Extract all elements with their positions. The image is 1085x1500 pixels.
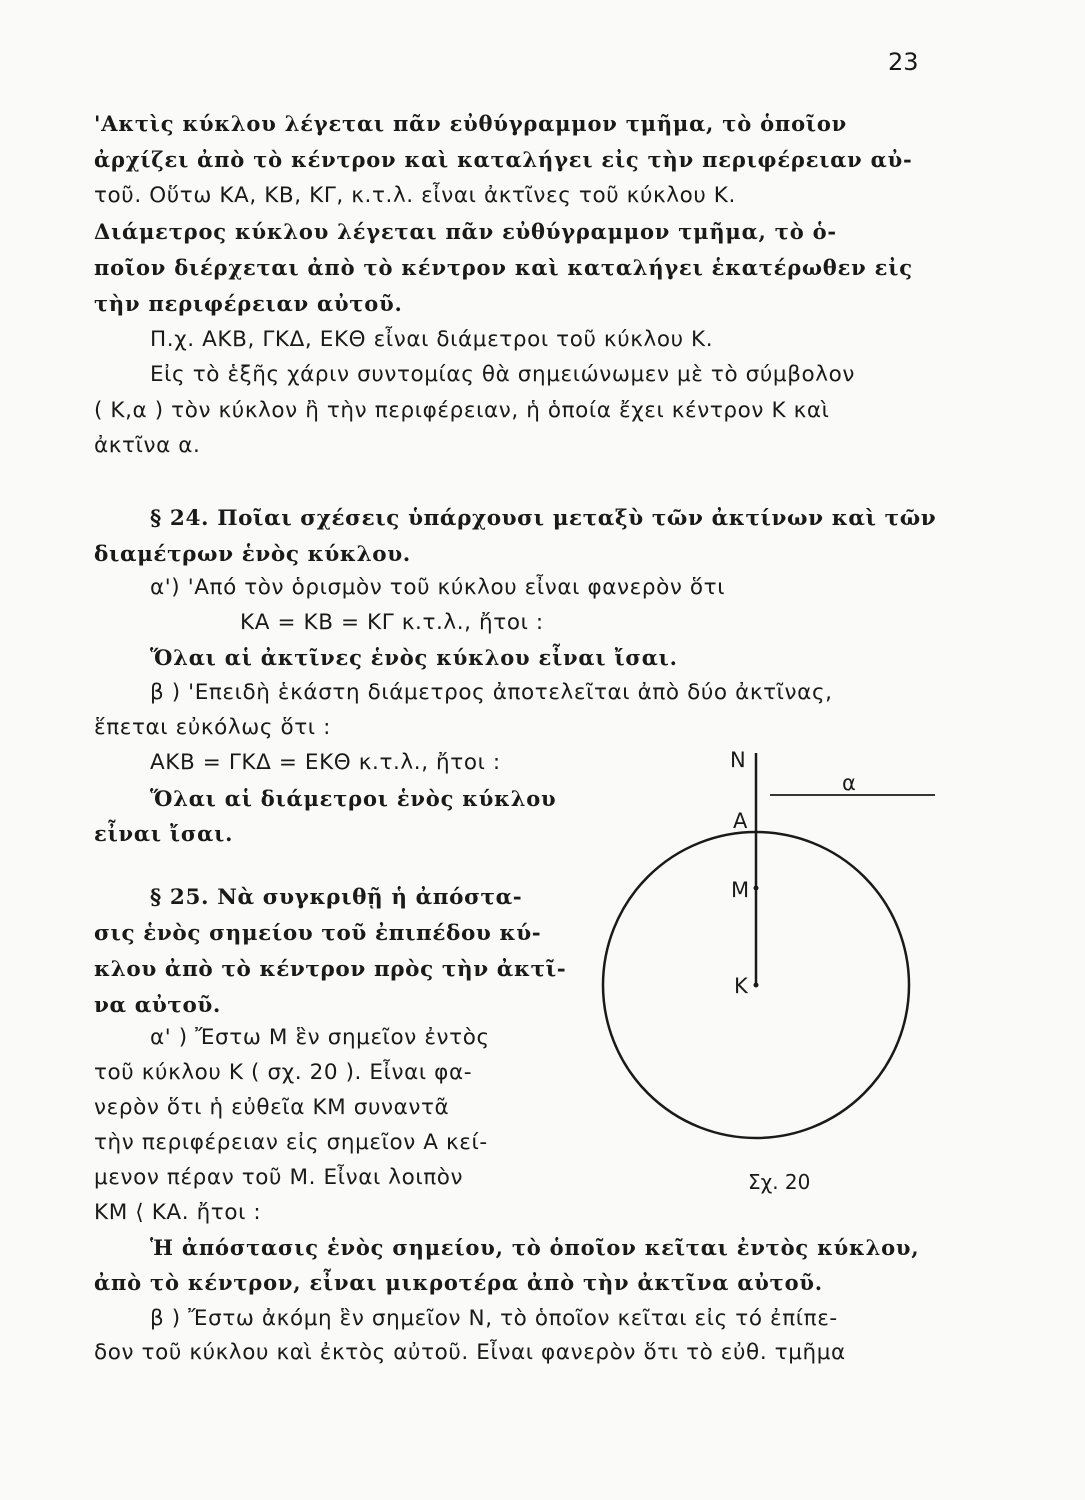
section-25-a-line: τοῦ κύκλου Κ ( σχ. 20 ). Εἶναι φα- <box>94 1060 473 1085</box>
section-25-a-line: ΚΜ ⟨ ΚΑ. ἤτοι : <box>94 1200 262 1225</box>
section-24-a-line: α') 'Από τὸν ὁρισμὸν τοῦ κύκλου εἶναι φανερὸν ὅτι <box>150 575 726 600</box>
section-25-a-conclusion: ἀπὸ τὸ κέντρον, εἶναι μικροτέρα ἀπὸ τὴν ἀκτῖνα αὐτοῦ. <box>94 1270 823 1295</box>
point-k <box>754 983 759 988</box>
label-k: Κ <box>734 974 748 998</box>
section-25-a-line: τὴν περιφέρειαν εἰς σημεῖον Α κεί- <box>94 1130 488 1155</box>
label-a: Α <box>733 809 748 833</box>
section-25-a-line: μενον πέραν τοῦ Μ. Εἶναι λοιπὸν <box>94 1165 464 1190</box>
figure-caption: Σχ. 20 <box>748 1170 811 1194</box>
section-24-b-conclusion: Ὅλαι αἱ διάμετροι ἑνὸς κύκλου <box>150 786 557 811</box>
section-25-title: § 25. Νὰ συγκριθῇ ἡ ἀπόστα- <box>150 885 523 910</box>
radius-definition-line: 'Ακτὶς κύκλου λέγεται πᾶν εὐθύγραμμον τμῆμα, τὸ ὁποῖον <box>94 111 848 136</box>
diameter-definition-line: ποῖον διέρχεται ἀπὸ τὸ κέντρον καὶ καταλήγει ἑκατέρωθεν εἰς <box>94 255 913 280</box>
symbol-line: ( Κ,α ) τὸν κύκλον ἢ τὴν περιφέρειαν, ἡ ὁποία ἔχει κέντρον Κ καὶ <box>94 398 830 423</box>
symbol-line: ἀκτῖνα α. <box>94 433 201 458</box>
label-n: Ν <box>730 748 746 772</box>
radius-definition-line: ἀρχίζει ἀπὸ τὸ κέντρον καὶ καταλήγει εἰς τὴν περιφέρειαν αὐ- <box>94 147 913 172</box>
section-24-b-line: ἕπεται εὐκόλως ὅτι : <box>94 715 331 740</box>
section-25-b-line: δον τοῦ κύκλου καὶ ἐκτὸς αὐτοῦ. Εἶναι φανερὸν ὅτι τὸ εὐθ. τμῆμα <box>94 1340 846 1365</box>
point-m <box>754 886 759 891</box>
section-25-title: να αὐτοῦ. <box>94 993 222 1018</box>
section-25-a-line: α' ) Ἔστω Μ ἓν σημεῖον ἐντὸς <box>150 1025 490 1050</box>
label-alpha: α <box>842 771 856 795</box>
section-24-title: § 24. Ποῖαι σχέσεις ὑπάρχουσι μεταξὺ τῶν ἀκτίνων καὶ τῶν <box>150 506 937 531</box>
section-25-a-conclusion: Ἡ ἀπόστασις ἑνὸς σημείου, τὸ ὁποῖον κεῖται ἐντὸς κύκλου, <box>150 1235 920 1260</box>
figure-20 <box>590 735 950 1165</box>
section-24-b-conclusion: εἶναι ἴσαι. <box>94 821 234 846</box>
section-24-a-equation: ΚΑ = ΚΒ = ΚΓ κ.τ.λ., ἤτοι : <box>240 610 544 635</box>
section-25-title: κλου ἀπὸ τὸ κέντρον πρὸς τὴν ἀκτῖ- <box>94 957 567 982</box>
radius-definition-line: τοῦ. Οὕτω ΚΑ, ΚΒ, ΚΓ, κ.τ.λ. εἶναι ἀκτῖνες τοῦ κύκλου Κ. <box>94 183 736 208</box>
diameter-definition-line: τὴν περιφέρειαν αὐτοῦ. <box>94 291 403 316</box>
section-25-b-line: β ) Ἔστω ἀκόμη ἓν σημεῖον Ν, τὸ ὁποῖον κεῖται εἰς τό ἐπίπε- <box>150 1306 838 1331</box>
diameter-definition-line: Διάμετρος κύκλου λέγεται πᾶν εὐθύγραμμον τμῆμα, τὸ ὁ- <box>94 219 837 244</box>
section-25-title: σις ἑνὸς σημείου τοῦ ἐπιπέδου κύ- <box>94 921 542 946</box>
section-25-a-line: νερὸν ὅτι ἡ εὐθεῖα ΚΜ συναντᾶ <box>94 1095 450 1120</box>
section-24-a-conclusion: Ὅλαι αἱ ἀκτῖνες ἑνὸς κύκλου εἶναι ἴσαι. <box>150 645 678 670</box>
symbol-line: Εἰς τὸ ἑξῆς χάριν συντομίας θὰ σημειώνωμεν μὲ τὸ σύμβολον <box>150 362 855 387</box>
example-line: Π.χ. ΑΚΒ, ΓΚΔ, ΕΚΘ εἶναι διάμετροι τοῦ κύκλου Κ. <box>150 327 714 352</box>
section-24-title: διαμέτρων ἑνὸς κύκλου. <box>94 542 411 567</box>
page-number: 23 <box>888 48 919 76</box>
section-24-b-line: β ) 'Επειδὴ ἑκάστη διάμετρος ἀποτελεῖται ἀπὸ δύο ἀκτῖνας, <box>150 680 833 705</box>
section-24-b-equation: ΑΚΒ = ΓΚΔ = ΕΚΘ κ.τ.λ., ἤτοι : <box>150 750 501 775</box>
label-m: Μ <box>731 878 750 902</box>
